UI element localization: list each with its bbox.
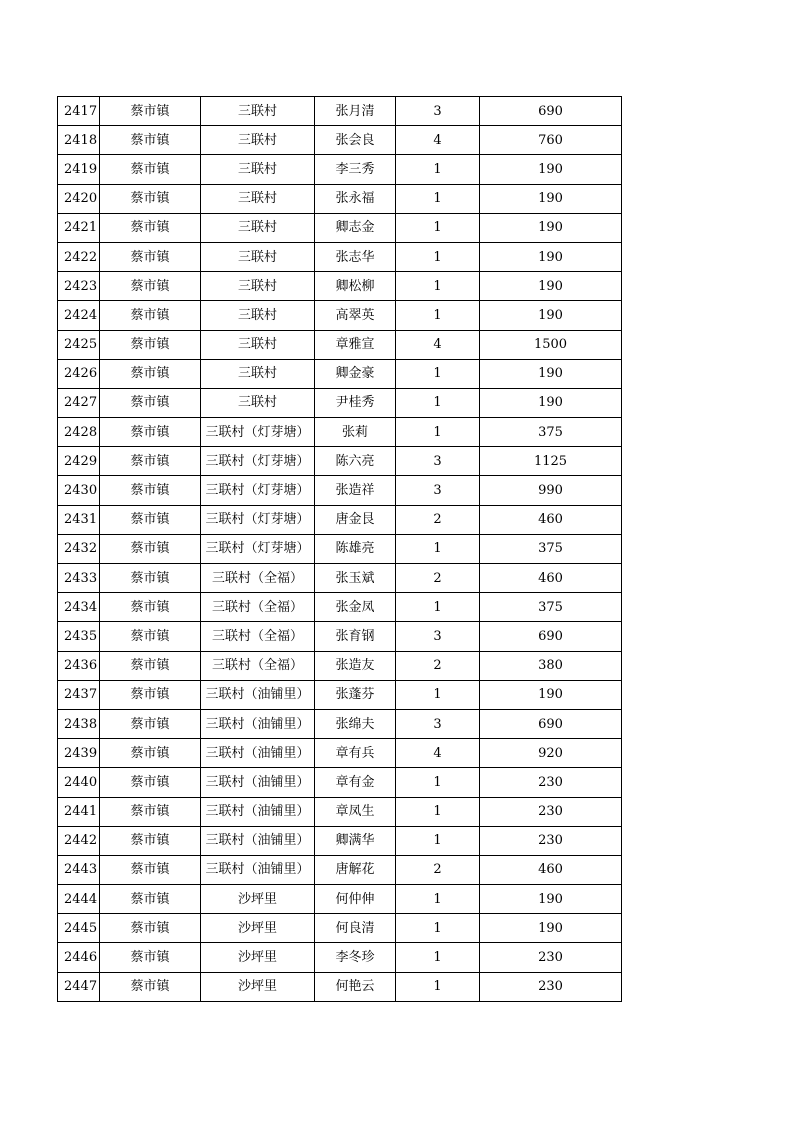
town-cell: 蔡市镇 — [100, 359, 201, 388]
name-cell: 章凤生 — [315, 797, 396, 826]
count-cell: 1 — [396, 155, 480, 184]
count-cell: 2 — [396, 505, 480, 534]
amount-cell: 190 — [480, 213, 622, 242]
town-cell: 蔡市镇 — [100, 476, 201, 505]
amount-cell: 190 — [480, 242, 622, 271]
row-number-cell: 2422 — [58, 242, 100, 271]
name-cell: 章有金 — [315, 768, 396, 797]
data-table — [57, 96, 622, 1002]
amount-cell: 190 — [480, 885, 622, 914]
town-cell: 蔡市镇 — [100, 301, 201, 330]
village-cell: 三联村 — [201, 272, 315, 301]
count-cell: 1 — [396, 359, 480, 388]
table-row — [58, 593, 622, 622]
amount-cell: 230 — [480, 826, 622, 855]
village-cell: 三联村（灯芽塘） — [201, 534, 315, 563]
town-cell: 蔡市镇 — [100, 739, 201, 768]
village-cell: 三联村 — [201, 155, 315, 184]
count-cell: 3 — [396, 476, 480, 505]
town-cell: 蔡市镇 — [100, 768, 201, 797]
row-number-cell: 2430 — [58, 476, 100, 505]
count-cell: 1 — [396, 593, 480, 622]
name-cell: 何良清 — [315, 914, 396, 943]
amount-cell: 460 — [480, 855, 622, 884]
town-cell: 蔡市镇 — [100, 155, 201, 184]
table-row — [58, 126, 622, 155]
count-cell: 4 — [396, 739, 480, 768]
row-number-cell: 2440 — [58, 768, 100, 797]
village-cell: 沙坪里 — [201, 914, 315, 943]
table-row — [58, 826, 622, 855]
name-cell: 张月清 — [315, 97, 396, 126]
amount-cell: 690 — [480, 709, 622, 738]
row-number-cell: 2423 — [58, 272, 100, 301]
village-cell: 三联村 — [201, 359, 315, 388]
town-cell: 蔡市镇 — [100, 826, 201, 855]
amount-cell: 690 — [480, 622, 622, 651]
row-number-cell: 2425 — [58, 330, 100, 359]
town-cell: 蔡市镇 — [100, 272, 201, 301]
name-cell: 陈雄亮 — [315, 534, 396, 563]
amount-cell: 690 — [480, 97, 622, 126]
count-cell: 1 — [396, 972, 480, 1001]
amount-cell: 230 — [480, 943, 622, 972]
amount-cell: 230 — [480, 972, 622, 1001]
name-cell: 卿松柳 — [315, 272, 396, 301]
name-cell: 张绵夫 — [315, 709, 396, 738]
count-cell: 1 — [396, 885, 480, 914]
town-cell: 蔡市镇 — [100, 622, 201, 651]
village-cell: 三联村 — [201, 330, 315, 359]
amount-cell: 460 — [480, 505, 622, 534]
table-row — [58, 359, 622, 388]
table-row — [58, 885, 622, 914]
count-cell: 1 — [396, 943, 480, 972]
name-cell: 张永福 — [315, 184, 396, 213]
amount-cell: 1125 — [480, 447, 622, 476]
row-number-cell: 2444 — [58, 885, 100, 914]
table-row — [58, 797, 622, 826]
table-row — [58, 418, 622, 447]
town-cell: 蔡市镇 — [100, 680, 201, 709]
table-row — [58, 972, 622, 1001]
town-cell: 蔡市镇 — [100, 651, 201, 680]
count-cell: 1 — [396, 242, 480, 271]
name-cell: 张志华 — [315, 242, 396, 271]
village-cell: 三联村 — [201, 388, 315, 417]
table-row — [58, 184, 622, 213]
row-number-cell: 2438 — [58, 709, 100, 738]
row-number-cell: 2427 — [58, 388, 100, 417]
count-cell: 1 — [396, 418, 480, 447]
count-cell: 1 — [396, 914, 480, 943]
town-cell: 蔡市镇 — [100, 418, 201, 447]
count-cell: 2 — [396, 855, 480, 884]
count-cell: 1 — [396, 797, 480, 826]
count-cell: 1 — [396, 768, 480, 797]
amount-cell: 190 — [480, 301, 622, 330]
amount-cell: 190 — [480, 680, 622, 709]
name-cell: 张造友 — [315, 651, 396, 680]
town-cell: 蔡市镇 — [100, 213, 201, 242]
row-number-cell: 2437 — [58, 680, 100, 709]
table-row — [58, 680, 622, 709]
village-cell: 沙坪里 — [201, 972, 315, 1001]
row-number-cell: 2432 — [58, 534, 100, 563]
name-cell: 张造祥 — [315, 476, 396, 505]
row-number-cell: 2441 — [58, 797, 100, 826]
village-cell: 三联村（油铺里） — [201, 709, 315, 738]
name-cell: 尹桂秀 — [315, 388, 396, 417]
row-number-cell: 2429 — [58, 447, 100, 476]
town-cell: 蔡市镇 — [100, 855, 201, 884]
village-cell: 三联村 — [201, 97, 315, 126]
town-cell: 蔡市镇 — [100, 914, 201, 943]
village-cell: 三联村（灯芽塘） — [201, 476, 315, 505]
row-number-cell: 2435 — [58, 622, 100, 651]
amount-cell: 375 — [480, 418, 622, 447]
count-cell: 1 — [396, 534, 480, 563]
count-cell: 2 — [396, 651, 480, 680]
town-cell: 蔡市镇 — [100, 709, 201, 738]
table-row — [58, 564, 622, 593]
table-row — [58, 914, 622, 943]
town-cell: 蔡市镇 — [100, 388, 201, 417]
amount-cell: 230 — [480, 797, 622, 826]
name-cell: 唐金艮 — [315, 505, 396, 534]
name-cell: 张莉 — [315, 418, 396, 447]
table-row — [58, 855, 622, 884]
row-number-cell: 2447 — [58, 972, 100, 1001]
name-cell: 卿志金 — [315, 213, 396, 242]
name-cell: 陈六亮 — [315, 447, 396, 476]
village-cell: 三联村（油铺里） — [201, 680, 315, 709]
name-cell: 何仲伸 — [315, 885, 396, 914]
amount-cell: 760 — [480, 126, 622, 155]
town-cell: 蔡市镇 — [100, 330, 201, 359]
amount-cell: 375 — [480, 534, 622, 563]
table-row — [58, 301, 622, 330]
village-cell: 三联村（灯芽塘） — [201, 447, 315, 476]
row-number-cell: 2418 — [58, 126, 100, 155]
row-number-cell: 2436 — [58, 651, 100, 680]
row-number-cell: 2419 — [58, 155, 100, 184]
row-number-cell: 2439 — [58, 739, 100, 768]
amount-cell: 190 — [480, 388, 622, 417]
town-cell: 蔡市镇 — [100, 797, 201, 826]
table-row — [58, 739, 622, 768]
table-row — [58, 242, 622, 271]
village-cell: 三联村（油铺里） — [201, 768, 315, 797]
town-cell: 蔡市镇 — [100, 97, 201, 126]
amount-cell: 190 — [480, 155, 622, 184]
count-cell: 1 — [396, 388, 480, 417]
village-cell: 沙坪里 — [201, 885, 315, 914]
village-cell: 三联村 — [201, 301, 315, 330]
name-cell: 张会良 — [315, 126, 396, 155]
village-cell: 三联村（全福） — [201, 564, 315, 593]
amount-cell: 230 — [480, 768, 622, 797]
town-cell: 蔡市镇 — [100, 593, 201, 622]
village-cell: 三联村（全福） — [201, 651, 315, 680]
amount-cell: 375 — [480, 593, 622, 622]
table-row — [58, 272, 622, 301]
amount-cell: 190 — [480, 184, 622, 213]
table-row — [58, 768, 622, 797]
amount-cell: 1500 — [480, 330, 622, 359]
town-cell: 蔡市镇 — [100, 126, 201, 155]
name-cell: 高翠英 — [315, 301, 396, 330]
name-cell: 唐解花 — [315, 855, 396, 884]
table-row — [58, 447, 622, 476]
town-cell: 蔡市镇 — [100, 184, 201, 213]
count-cell: 3 — [396, 447, 480, 476]
amount-cell: 380 — [480, 651, 622, 680]
village-cell: 沙坪里 — [201, 943, 315, 972]
row-number-cell: 2433 — [58, 564, 100, 593]
name-cell: 何艳云 — [315, 972, 396, 1001]
village-cell: 三联村（油铺里） — [201, 855, 315, 884]
table-row — [58, 330, 622, 359]
row-number-cell: 2421 — [58, 213, 100, 242]
table-row — [58, 155, 622, 184]
table-row — [58, 505, 622, 534]
name-cell: 卿金豪 — [315, 359, 396, 388]
town-cell: 蔡市镇 — [100, 885, 201, 914]
row-number-cell: 2420 — [58, 184, 100, 213]
count-cell: 1 — [396, 272, 480, 301]
table-row — [58, 388, 622, 417]
town-cell: 蔡市镇 — [100, 242, 201, 271]
amount-cell: 190 — [480, 359, 622, 388]
row-number-cell: 2431 — [58, 505, 100, 534]
row-number-cell: 2434 — [58, 593, 100, 622]
village-cell: 三联村 — [201, 184, 315, 213]
table-row — [58, 476, 622, 505]
village-cell: 三联村 — [201, 213, 315, 242]
village-cell: 三联村 — [201, 126, 315, 155]
count-cell: 1 — [396, 680, 480, 709]
name-cell: 张育钢 — [315, 622, 396, 651]
name-cell: 李冬珍 — [315, 943, 396, 972]
table-row — [58, 651, 622, 680]
table-row — [58, 622, 622, 651]
name-cell: 章雅宣 — [315, 330, 396, 359]
village-cell: 三联村（油铺里） — [201, 739, 315, 768]
table-row — [58, 534, 622, 563]
table-body — [58, 97, 622, 1002]
table-row — [58, 709, 622, 738]
row-number-cell: 2442 — [58, 826, 100, 855]
count-cell: 1 — [396, 184, 480, 213]
count-cell: 4 — [396, 330, 480, 359]
count-cell: 3 — [396, 97, 480, 126]
town-cell: 蔡市镇 — [100, 447, 201, 476]
row-number-cell: 2446 — [58, 943, 100, 972]
count-cell: 2 — [396, 564, 480, 593]
town-cell: 蔡市镇 — [100, 534, 201, 563]
village-cell: 三联村 — [201, 242, 315, 271]
amount-cell: 460 — [480, 564, 622, 593]
count-cell: 1 — [396, 301, 480, 330]
village-cell: 三联村（油铺里） — [201, 826, 315, 855]
amount-cell: 190 — [480, 914, 622, 943]
village-cell: 三联村（灯芽塘） — [201, 418, 315, 447]
count-cell: 3 — [396, 709, 480, 738]
town-cell: 蔡市镇 — [100, 943, 201, 972]
name-cell: 章有兵 — [315, 739, 396, 768]
row-number-cell: 2426 — [58, 359, 100, 388]
town-cell: 蔡市镇 — [100, 564, 201, 593]
table-row — [58, 943, 622, 972]
row-number-cell: 2424 — [58, 301, 100, 330]
name-cell: 张玉斌 — [315, 564, 396, 593]
name-cell: 李三秀 — [315, 155, 396, 184]
amount-cell: 990 — [480, 476, 622, 505]
village-cell: 三联村（全福） — [201, 593, 315, 622]
row-number-cell: 2417 — [58, 97, 100, 126]
amount-cell: 190 — [480, 272, 622, 301]
table-row — [58, 213, 622, 242]
village-cell: 三联村（灯芽塘） — [201, 505, 315, 534]
table-row — [58, 97, 622, 126]
count-cell: 1 — [396, 826, 480, 855]
name-cell: 张蓬芬 — [315, 680, 396, 709]
count-cell: 4 — [396, 126, 480, 155]
count-cell: 3 — [396, 622, 480, 651]
town-cell: 蔡市镇 — [100, 972, 201, 1001]
row-number-cell: 2443 — [58, 855, 100, 884]
village-cell: 三联村（油铺里） — [201, 797, 315, 826]
row-number-cell: 2428 — [58, 418, 100, 447]
name-cell: 张金凤 — [315, 593, 396, 622]
name-cell: 卿满华 — [315, 826, 396, 855]
row-number-cell: 2445 — [58, 914, 100, 943]
count-cell: 1 — [396, 213, 480, 242]
amount-cell: 920 — [480, 739, 622, 768]
town-cell: 蔡市镇 — [100, 505, 201, 534]
village-cell: 三联村（全福） — [201, 622, 315, 651]
